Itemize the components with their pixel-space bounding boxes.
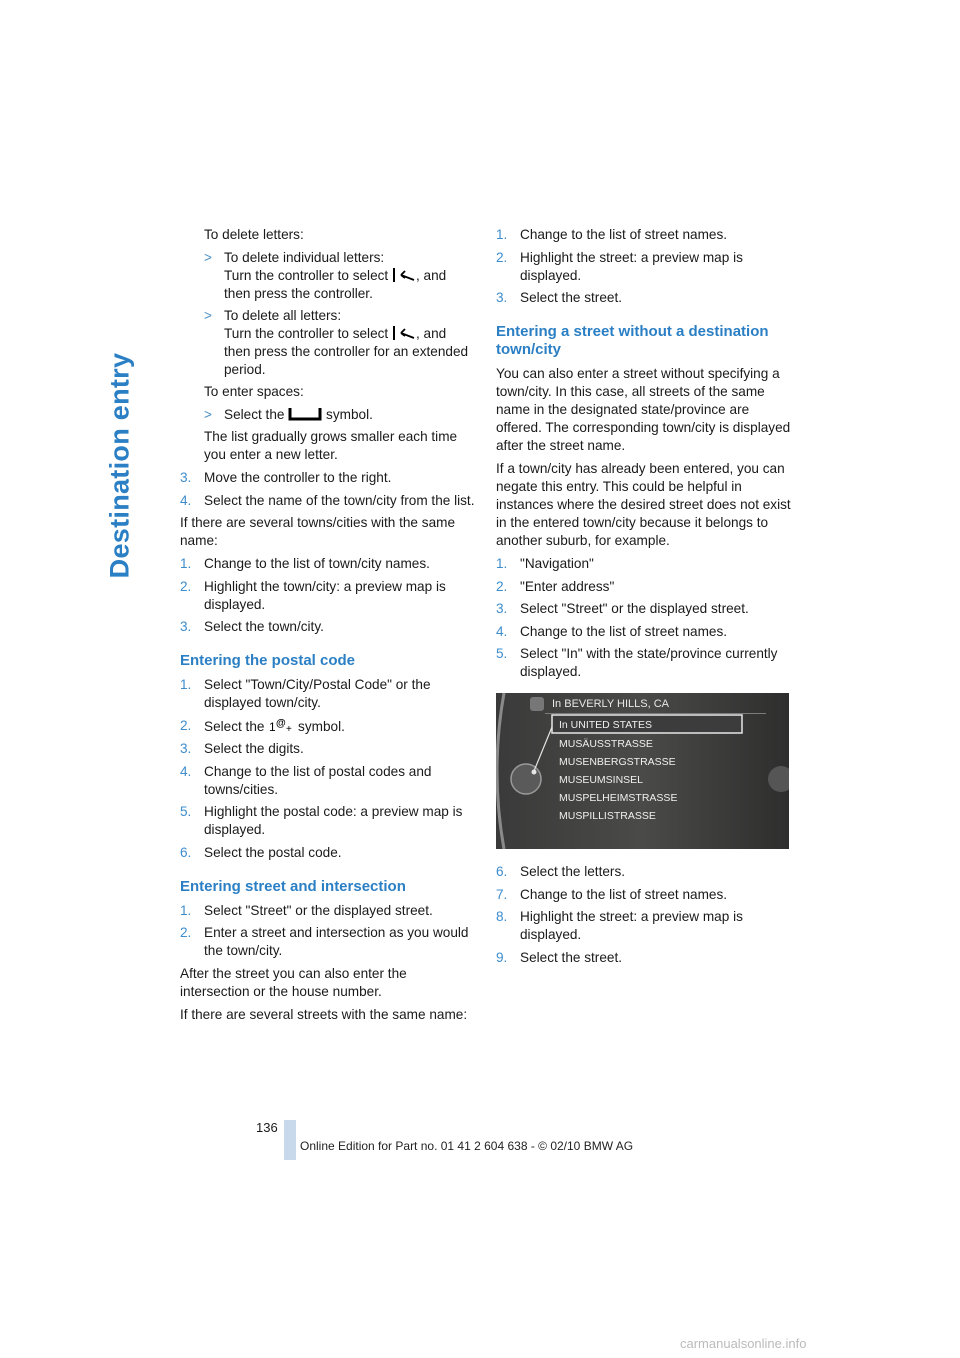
paragraph: If a town/city has already been entered, you can negate this entry. This could be helpful in instances where the desired street does not exist in the entered town/city because it belongs to another suburb, for example.	[496, 461, 791, 548]
delete-intro: To delete letters:	[204, 227, 304, 242]
left-column	[180, 226, 476, 1029]
digit-entry-icon	[268, 717, 294, 733]
screen-illustration	[496, 693, 789, 849]
screen-item: MUSPELHEIMSTRASSE	[559, 792, 678, 804]
list-item: 2. Select the 1 @ + symbol.	[180, 717, 345, 734]
list-item: 5. Highlight the postal code: a preview map is displayed.	[180, 804, 463, 837]
list-item: 3. Select the town/city.	[180, 619, 324, 634]
delete-all-title: To delete all letters:	[224, 308, 342, 323]
dash-marker: >	[204, 407, 212, 422]
delete-single-title: To delete individual letters:	[224, 250, 385, 265]
right-column	[496, 226, 792, 971]
section-title: Destination entry	[104, 352, 135, 579]
list-item: 6. Select the postal code.	[180, 844, 342, 860]
list-item: 3. Move the controller to the right.	[180, 470, 392, 485]
paragraph: You can also enter a street without specifying a town/city. In this case, all streets of the same name in the designated state/province are offered. The corresponding town/city is displayed after the street name.	[496, 366, 791, 453]
list-item: 1. "Navigation"	[496, 556, 594, 571]
dash-marker: >	[204, 308, 212, 323]
list-item: 2. Highlight the town/city: a preview map is displayed.	[180, 578, 446, 612]
list-item: 7. Change to the list of street names.	[496, 886, 728, 902]
list-item: 6. Select the letters.	[496, 864, 626, 879]
delete-all-item: > To delete all letters: Turn the controller to select , and then press the controller for an extended period.	[204, 308, 469, 377]
idrive-screenshot	[496, 693, 789, 849]
postal-heading: Entering the postal code	[180, 652, 356, 669]
list-item: 9. Select the street.	[496, 949, 623, 965]
list-note: The list gradually grows smaller each time you enter a new letter.	[204, 429, 458, 462]
delete-arrow-icon	[392, 267, 416, 283]
list-item: 8. Highlight the street: a preview map is displayed.	[496, 909, 743, 942]
list-item: 2. Enter a street and intersection as you would the town/city.	[180, 925, 469, 958]
list-item: 3. Select the digits.	[180, 741, 304, 756]
screen-item: In UNITED STATES	[559, 719, 652, 731]
list-item: 1. Select "Town/City/Postal Code" or the displayed town/city.	[180, 677, 431, 710]
same-streets-note: If there are several streets with the same name:	[180, 1006, 468, 1022]
screen-item: MUSEUMSINSEL	[559, 774, 644, 786]
svg-text:1: 1	[269, 719, 276, 733]
list-item: 2. "Enter address"	[496, 578, 615, 594]
delete-arrow-icon	[392, 325, 416, 341]
after-street-note: After the street you can also enter the intersection or the house number.	[180, 965, 407, 999]
list-item: 4. Change to the list of postal codes and towns/cities.	[180, 763, 432, 797]
dash-marker: >	[204, 250, 212, 265]
delete-single-item: > To delete individual letters: Turn the controller to select , and then press the controller.	[204, 250, 447, 301]
screen-header: In BEVERLY HILLS, CA	[552, 698, 669, 710]
list-item: 3. Select the street.	[496, 290, 623, 305]
list-item: 4. Change to the list of street names.	[496, 623, 728, 639]
street-heading: Entering street and intersection	[180, 877, 406, 895]
footer-text: Online Edition for Part no. 01 41 2 604 638 - © 02/10 BMW AG	[300, 1139, 634, 1153]
space-item: > Select the symbol.	[204, 407, 373, 422]
watermark[interactable]: carmanualsonline.info	[680, 1336, 807, 1351]
screen-item: MUSPILLISTRASSE	[559, 810, 656, 822]
list-item: 4. Select the name of the town/city from the list.	[180, 492, 475, 508]
same-name-note: If there are several towns/cities with the same name:	[180, 515, 456, 548]
list-item: 2. Highlight the street: a preview map is displayed.	[496, 249, 743, 283]
list-item: 3. Select "Street" or the displayed street.	[496, 601, 749, 616]
screen-item: MUSENBERGSTRASSE	[559, 756, 676, 768]
screen-item: MUSÄUSSTRASSE	[559, 738, 653, 750]
space-bar-icon	[288, 407, 322, 421]
list-item: 1. Select "Street" or the displayed street.	[180, 902, 433, 918]
list-item: 5. Select "In" with the state/province currently displayed.	[496, 646, 778, 679]
footer-bar	[284, 1120, 296, 1160]
list-item: 1. Change to the list of town/city names.	[180, 556, 430, 571]
list-item: 1. Change to the list of street names.	[496, 227, 728, 242]
svg-text:+: +	[286, 723, 293, 733]
street-without-town-heading: Entering a street without a destination town/city	[496, 323, 769, 358]
spaces-intro: To enter spaces:	[204, 384, 304, 399]
page-number: 136	[256, 1120, 278, 1135]
svg-text:@: @	[276, 717, 287, 729]
